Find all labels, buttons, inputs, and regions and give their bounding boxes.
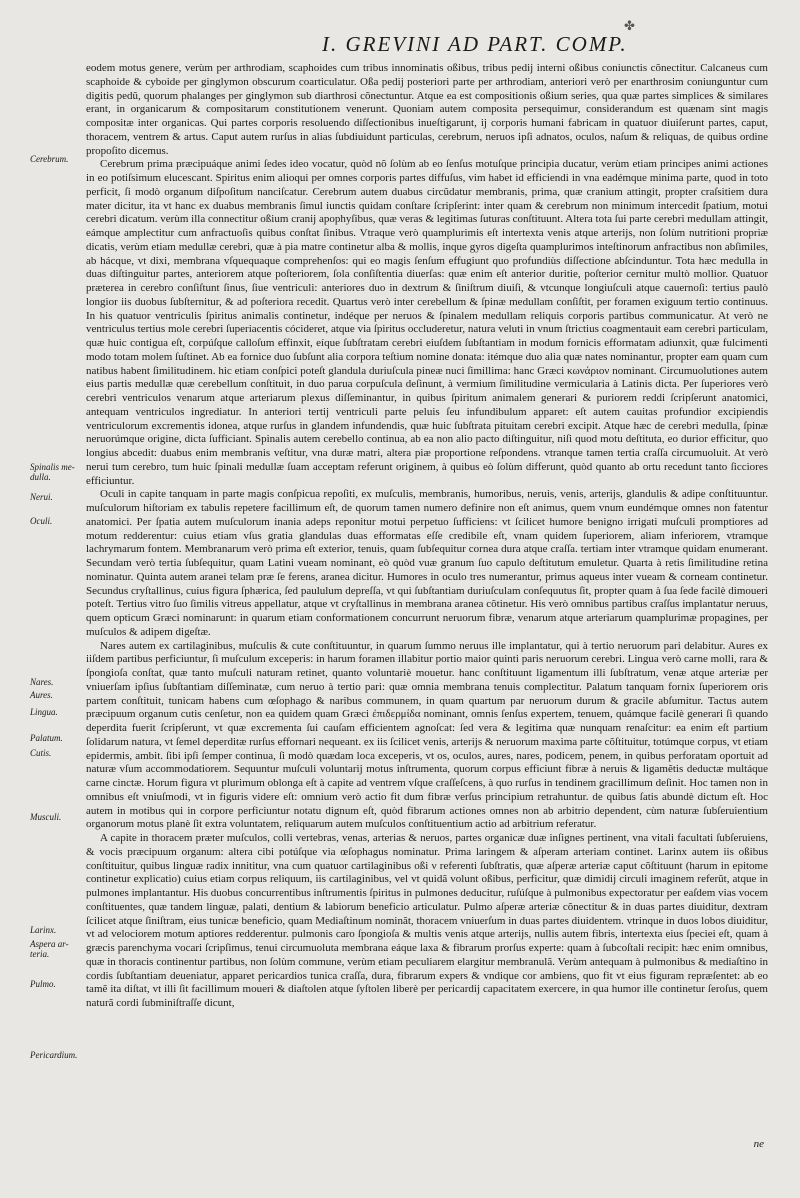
margin-note: Cutis. [30,748,52,758]
catchword: ne [753,1138,764,1150]
margin-note: Lingua. [30,707,58,717]
margin-note: Musculi. [30,812,62,822]
margin-note: Aspera ar-teria. [30,939,69,959]
margin-note: Cerebrum. [30,154,69,164]
paragraph: Nares autem ex cartilaginibus, muſculis & cute conſtituuntur, in quarum ſummo neruus ille implantatur, qui à tertio neruorum pari delabitur. Aures ex iiſdem partibus perficiuntur, ſi muſculum exceperis: in harum foramen illabitur portio maior quinti paris neruorum cerebri. Lingua verò carne molli, rara & ſpongioſa conſtat, quæ tanto muſculi naturam retinet, quanto voluntariè mouetur. hanc conſtituunt ligamentum illi ſubſtratum, venæ atque arteriæ per vniuerſam ipſius ſubſtantiam diſſeminatæ, cum neruo à tertio pari: quæ omnia membrana tenuis complectitur. Palatum tanquam fornix ſuperiorem oris partem conſtituit, tunicam habens cum œſophago & naribus communem, in quam quartum par neruorum durum & gracile abſumitur. Tactus autem præcipuum organum cutis cenſetur, non ea quidem quam Græci ἐπιδερμίδα nominant, omnis ſenſus expertem, tenuem, quámque facilè generari ſi quando deperdita fuerit ſcripſerunt, vt quæ excrementa ſui cauſam efficientem agnoſcat: ſed vera & legitima quæ nunquam renaſcitur: ea enim eſt partium ſolidarum natura, vt ſemel deperditæ rurſus effornari nequeant. ex iis ſcilicet venis, arterijs & neruorum maxima parte cõſtituitur, totúmque corpus, vt etiam epidermis, ambit. ſibi ipſi ſemper continua, ſi modò quædam loca exceperis, vt os, oculos, aures, nares, podicem, penem, in quibus perforatam oportuit ad naturæ vſum accommodatiorem. Sequuntur muſculi voluntarij motus inſtrumenta, quorum corpus efficiunt fibræ à neruis & ligamẽtis deductæ multáque carne cinctæ. Horum figura vt plurimum oblonga eſt à capite ad ventrem vſque craſſeſcens, à quo rurſus in tendinem gracillimum deſinit. Hoc tamen non in omnibus eſt vniuſmodi, vt in figuris videre eſt: omnium verò actio fit dum fibræ verſus principium retrahuntur. de quibus ſatis abundè dictum eſt. Hoc autem in motibus qui in corpore perficiuntur notatu dignum eſt, quòd fibrarum actiones omnes non ab arbitrio dependent, cùm naturæ ſubſeruientium organorum motus planè ſit extra voluntatem, reliquarum autem muſculos conſtituentium actio ad arbitrium referatur. [86,639,768,831]
margin-note: Palatum. [30,733,63,743]
paragraph: eodem motus genere, verùm per arthrodiam, scaphoides cum tribus innominatis oßibus, tribus pedij interni oßibus coniunctis cõnectitur. Calcaneus cum scaphoide & cyboide per ginglymon obscurum coarticulatur. Oßa pedij posteriori parte per arthrodiam, anteriori verò per enarthrosim coniunguntur cum digitis pedũ, quorum phalanges per ginglymon sub diarthrosi cõnectuntur. Atque ea est compositionis oßium series, qua quæ partes simplices & similares erant, in organicarum & compositarum constitutionem venerunt. Quoniam autem composita persequimur, considerandum est quænam sint magis compositæ inter organicas. Qui partes corporis resoluendo diſſectionibus inueſtigarunt, ij corporis humani fabricam in quatuor diuiſerunt partes, caput, thoracem, ventrem & artus. Caput autem rurſus in alias ſubdiuidunt particulas, cerebrum, neruos ipſi adnatos, oculos, naſum & reliquas, de quibus ordine propoſito dicemus. [86,62,768,157]
paragraph: Oculi in capite tanquam in parte magis conſpicua repoſiti, ex muſculis, membranis, humoribus, neruis, venis, arterijs, glandulis & adipe conſtituuntur. muſculorum hiſtoriam ex tabulis repetere facillimum eſt, de quorum tamen numero definire non eſt animus, quem vnum eundémque omnes non fatentur anatomici. Per ſpatia autem muſculorum inania adeps reponitur motui perpetuo ſufficiens: vt ſcilicet humore benigno irrigati muſculi promptiores ad motum redderentur: cuius etiam vſus gratia glandulas duas efformatas eſſe credibile eſt, vnam quidem ſuperiorem, aliam inferiorem, vtramque lachrymarum fontem. Membranarum verò prima eſt exterior, tenuis, quam ſubſequitur cornea dura atque craſſa. tertiam inter vtramque quidam enumerant. Secundam verò tertia ſubſequitur, quam Latini vueam nominant, eò quòd vuæ granum ſuo capulo deſtitutum emuletur. Quarta à retis ſimilitudine retina nominatur. Quinta autem aranei telam præ ſe ferens, aranea dicitur. Humores in oculo tres numerantur, primus aqueus inter vueam & corneam continetur. Secundus cryſtallinus, cuius figura ſphærica, ſed paululum depreſſa, vt qui ſubſtantiam duriuſculam conſequutus ſit, propter quam à ſua ſede facilè dimoueri poteſt. Tertius vitro ſuo ſimilis vitreus appellatur, atque vt cryſtallinus in membrana aranea cõtinetur. His verò omnibus partibus craſſus implantatur neruus, quem opticum Græci nominarunt: in quarum etiam conformationem concurrunt neruorum fibræ, venarum atque arteriarum quamplurimæ propagines, per muſculos & adipem digeſtæ. [86,488,768,638]
margin-note: Oculi. [30,516,53,526]
margin-notes-column [30,0,86,1198]
margin-note: Pericardium. [30,1050,78,1060]
margin-note: Pulmo. [30,979,56,989]
paragraph: A capite in thoracem præter muſculos, colli vertebras, venas, arterias & neruos, partes organicæ duæ inſignes pertinent, vna vitali facultati ſubſeruiens, & vocis præcipuum organum: altera cibi potúſque via œſophagus nominatur. Prima laringem & aſperam arteriam continet. Larinx autem iis oßibus conſtituitur, quibus linguæ radix innititur, vna cum quatuor cartilaginibus oßi ν referenti ſubſtratis, quæ aſperæ arteriæ caput cõſtituunt (harum in epitome continetur explicatio) cuius etiam corpus reliquum, iis cartilaginibus, vel vt quidã volunt oßibus, perficitur, quæ dimidij circuli imaginem referũt, atque in pulmones implantantur. His duobus concurrentibus inſtrumentis ſpiritus in pulmones deducitur, ruſúſque à pulmonibus expectoratur per eaſdem vias vocem conſtituentes, quæ tandem linguæ, palati, dentium & labiorum beneficio articulatur. Pulmo aſperæ arteriæ cõnectitur & in duas partes diuiditur, dextram ſcilicet atque ſiniſtram, eius tunicæ beneficio, quam Mediaſtinum nominãt, thoracem vniuerſum in duas partes diuidentem. vtrinque in duos lobos diuiditur, vt ad velociorem motum aptiores redderentur. pulmonis caro ſpongioſa & multis venis atque arterijs, nullis autem fibris, intertexta eius ſpeciei eſt, quam à græcis parenchyma vocari ſcripſimus, tenui circumuoluta membrana eáque laxa & fibrarum prorſus experte: quam à ſubcoſtali recipit: hæc enim omnibus, quæ in thoracis continentur partibus, non ſolùm commune, verùm etiam peculiarem elargitur membranulã. Verùm antequam à pulmonibus & mediaſtino in cordis ſubſtantiam deueniatur, apparet pericardios tunica craſſa, dura, fibrarum expers & vndique cor ambiens, quo fit vt eius figuram repræſentet: ab eo tamẽ ita diſtat, vt illi ſit facillimum moueri & diaſtolen atque ſyſtolen liberè per pericardij capacitatem exercere, in qua humor ille continetur ſeroſus, quem naturã cordi ſubminiſtraſſe dicunt, [86,832,768,1009]
margin-note: Larinx. [30,925,57,935]
main-text-block [86,62,768,1011]
running-head: I. GREVINI AD PART. COMP. [322,32,628,56]
margin-note: Nerui. [30,492,53,502]
margin-note: Spinalis me-dulla. [30,462,75,482]
paragraph: Cerebrum prima præcipuáque animi ſedes ideo vocatur, quòd nõ ſolùm ab eo ſenſus motuſque principia ducatur, verùm etiam principes animi actiones in eo potiſsimum elucescant. Spiritus enim alioqui per omnes corporis partes diffuſus, vim habet id efficiendi in vna eadémque minima parte, quod in toto perficit, ſi modò organum diſpoſitum nanciſcatur. Cerebrum autem duabus circũdatur membranis, prima, quæ cranium attingit, propter craſsitiem dura mater dicitur, ita vt hanc ex duabus membranis ſimul iunctis quidam conſtare ſcripſerint: inter quam & cerebrum non minimum intercedit ſpatium, motui cerebri dicatum. verùm illa connectitur oßium cranij apophyſibus, quæ veras & legitimas ſuturas conſtituunt. Altera tota ſui parte cerebri medullam attingit, eámque amplectitur cum anfractuoſis quibus conſtat ſinibus. Vtraque verò quamplurimis eſt intertexta venis atque arterijs, non ſolùm nutritioni propriæ dicatis, verùm etiam medullæ cerebri, quæ à pia matre continetur alba & mollis, inque gyros digeſta quamplurimos inteſtinorum anfractibus non abſimiles, ab hácque, vt dixi, membrana vſquequaque comprehenſos: qui eo magis ſenſum effugiunt quo profundiùs diſſectione abſcinduntur. Tota hæc medulla in duas diſtinguitur partes, anteriorem atque poſteriorem, ſola conſiſtentia diuerſas: quæ enim eſt anterior duritie, poſterior cernitur multò mollior. Quatuor præterea in cerebro conſiſtunt ſinus, ſiue ventriculi: anteriores duo in dextrum & ſiniſtrum diuiſi, & vtcunque longiuſculi atque cauernoſi: tertius paulò longior iis duobus ſubſternitur, & ad poſteriora recedit. Quartus verò inter cerebellum & ſpinæ medullam conſiſtit, per foramen exiguum tertio continuus. In his quatuor ventriculis ſpiritus animalis continetur, indéque per neruos & ſpinalem medullam reliquis corporis partibus communicatur. At verò ne ventriculus tertius mole cerebri ſuperiacentis cócideret, atque via ſpiritus occluderetur, natura veluti in vnum ſtrictius coagmentauit eam cerebri particulam, quæ huic contigua eſt, corpúſque calloſum effinxit, eíque ſubſtratam cerebri eiuſdem ſubſtantiam in modum fornicis efformatam adiunxit, quæ fulcimenti modo totam molem ſuſtinet. Ab ea fornice duo ſubſunt alia corpora teſtium nomine donata: itémque duo alia quæ nates nominantur, propter eam quam cum natibus habent ſimilitudinem. hic etiam conſpici poteſt glandula duriuſcula pineæ nuci ſimillima: hanc Græci κωνάριον nominant. Circumuolutiones autem eius partis medullæ quæ cerebellum conſtituit, in duo parua corpuſcula deſinunt, à vermium ſimilitudine vermicularia à Latinis dicta. Per ſuperiores verò cerebri ventriculos venarum atque arteriarum plexus diſſeminantur, in quibus ſpiritum animalem generari & puriorem reddi ſcripſerunt anatomici, antequam ventriculos ingrediatur. In anteriori tertij ventriculi parte peluis ſeu infundibulum apparet: eſt autem cauitas profundior excipiendis ventriculorum excrementis idonea, atque rurſus in glandem infundendis, quæ huic ſubſtrata pituitam cerebri excipit. Atque hæc de cerebri medulla, ſpinæ neruorúmque origine, dicta ſufficiant. Spinalis autem cerebello continua, ab ea non alio pacto diſtinguitur, niſi quod motu deſtituta, eo durior efficitur, quo longius abcedit: duabus enim membranis veſtitur, vna duræ matri, altera piæ proportione reſpondens. vtranque tamen tertia craſſa circumuoluit. At verò nerui tum cerebro, tum huic ſpinali medullæ ſuam acceptam referunt originem, à quibus eò ſolùm differunt, quòd quanto ab ortu recedunt tanto ſicciores efficiuntur. [86,158,768,487]
margin-note: Nares. [30,677,54,687]
ornament-icon: ✤ [624,18,635,33]
margin-note: Aures. [30,690,53,700]
